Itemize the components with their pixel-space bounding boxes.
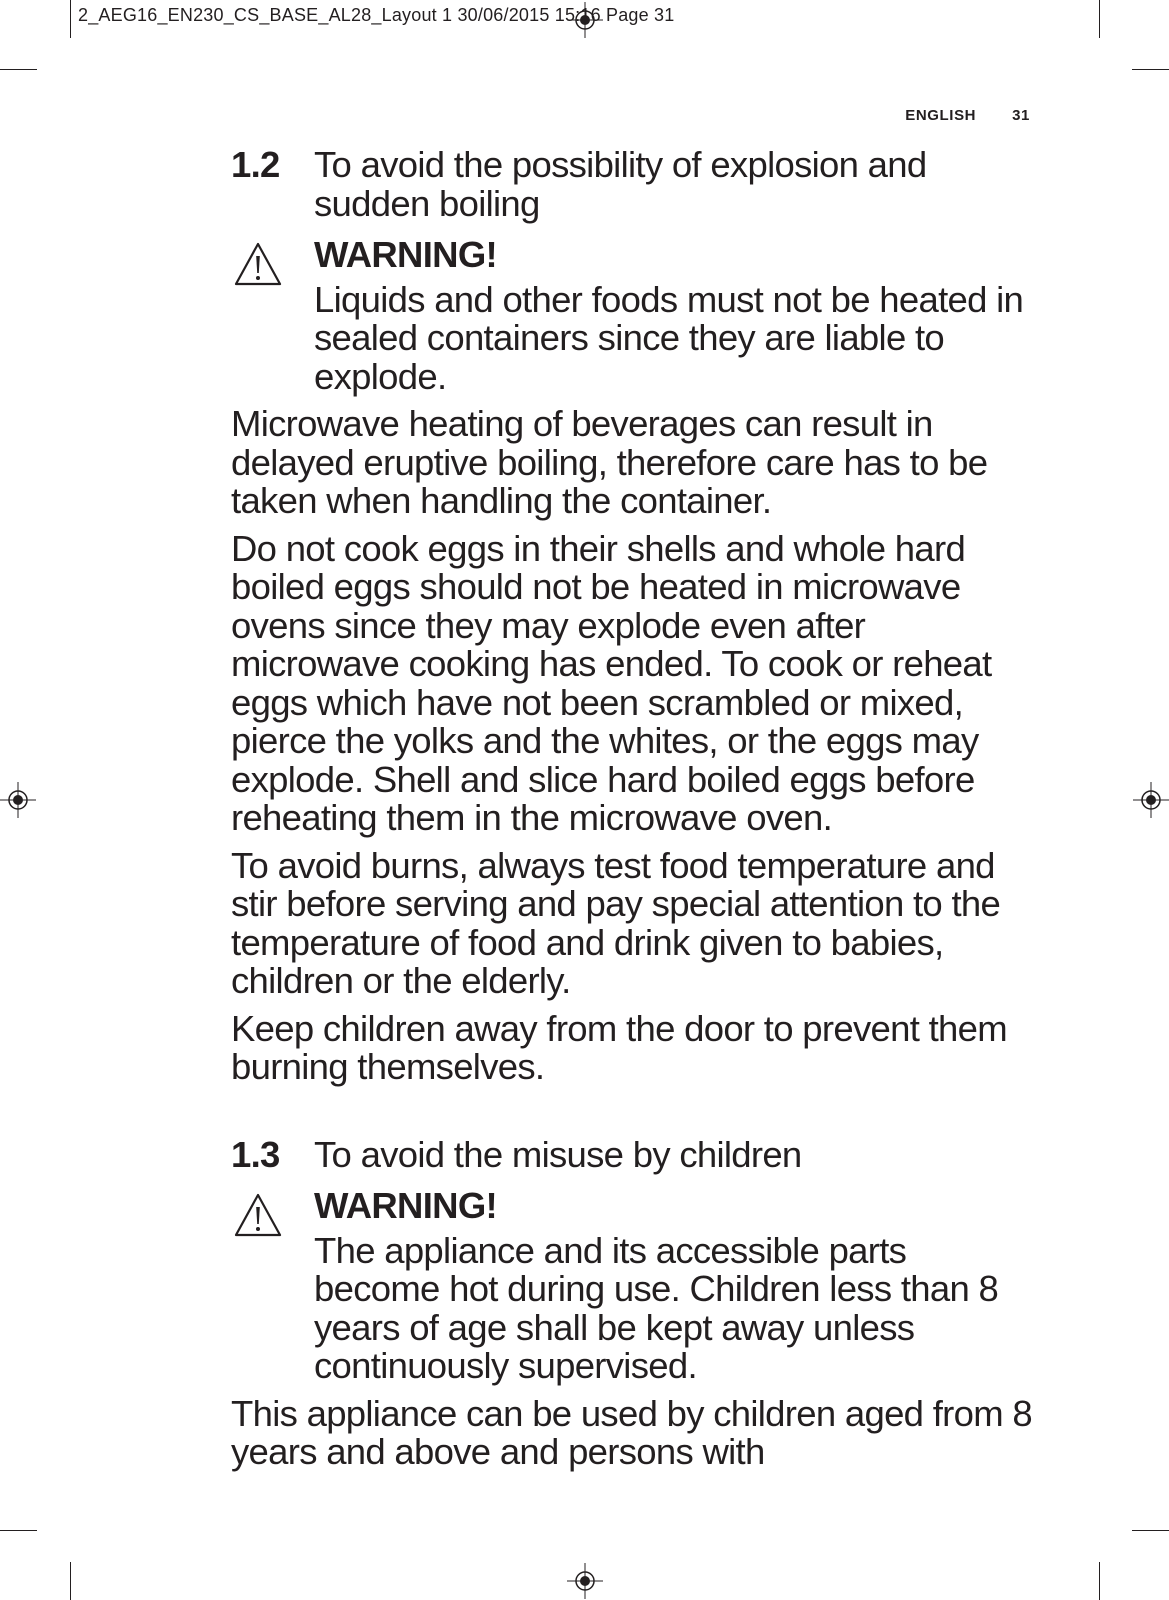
- paragraph: Do not cook eggs in their shells and whole hard boiled eggs should not be heated in microwave ovens since they may explode even after microwave cooking has ended. To cook or reheat eggs which have not been scrambled or mixed, pierce the yolks and the whites, or the eggs may explode. Shell and slice hard boiled eggs before reheating them in the microwave oven.: [231, 527, 992, 838]
- print-slug: 2_AEG16_EN230_CS_BASE_AL28_Layout 1 30/06/2015 15:16 Page 31: [78, 5, 675, 25]
- running-header: [905, 107, 1030, 124]
- registration-mark-icon: [0, 782, 36, 818]
- paragraph: Keep children away from the door to prevent them burning themselves.: [231, 1007, 1007, 1087]
- crop-mark: [1132, 1530, 1169, 1531]
- warning-triangle-icon: [233, 1192, 283, 1238]
- warning-text: Liquids and other foods must not be heated in sealed containers since they are liable to explode.: [314, 278, 1024, 397]
- header-language: ENGLISH: [905, 107, 977, 124]
- page-number: 31: [1012, 107, 1030, 124]
- page-content: [231, 146, 1041, 1472]
- crop-mark: [0, 1530, 37, 1531]
- warning-title: WARNING!: [314, 234, 497, 275]
- warning-block: [231, 236, 1041, 396]
- warning-title: WARNING!: [314, 1185, 497, 1226]
- paragraph: This appliance can be used by children aged from 8 years and above and persons with: [231, 1392, 1032, 1472]
- crop-mark: [70, 1562, 71, 1600]
- crop-mark: [1099, 0, 1100, 38]
- crop-mark: [70, 0, 71, 38]
- section-title: To avoid the misuse by children: [314, 1133, 802, 1175]
- section-heading-1-2: [231, 146, 1041, 223]
- section-number: 1.2: [231, 144, 280, 185]
- paragraph: Microwave heating of beverages can result in delayed eruptive boiling, therefore care has to be taken when handling the container.: [231, 403, 988, 521]
- crop-mark: [1099, 1562, 1100, 1600]
- registration-mark-icon: [567, 1563, 603, 1599]
- crop-mark: [1132, 69, 1169, 70]
- section-title: To avoid the possibility of explosion and sudden boiling: [314, 144, 927, 224]
- registration-mark-icon: [1133, 782, 1169, 818]
- section-heading-1-3: [231, 1133, 1041, 1175]
- paragraph: To avoid burns, always test food temperature and stir before serving and pay special attention to the temperature of food and drink given to babies, children or the elderly.: [231, 844, 1001, 1001]
- crop-mark: [0, 69, 37, 70]
- warning-triangle-icon: [233, 241, 283, 287]
- section-number: 1.3: [231, 1133, 280, 1175]
- warning-block: [231, 1187, 1041, 1386]
- warning-text: The appliance and its accessible parts become hot during use. Children less than 8 years of age shall be kept away unless continuously supervised.: [314, 1229, 999, 1386]
